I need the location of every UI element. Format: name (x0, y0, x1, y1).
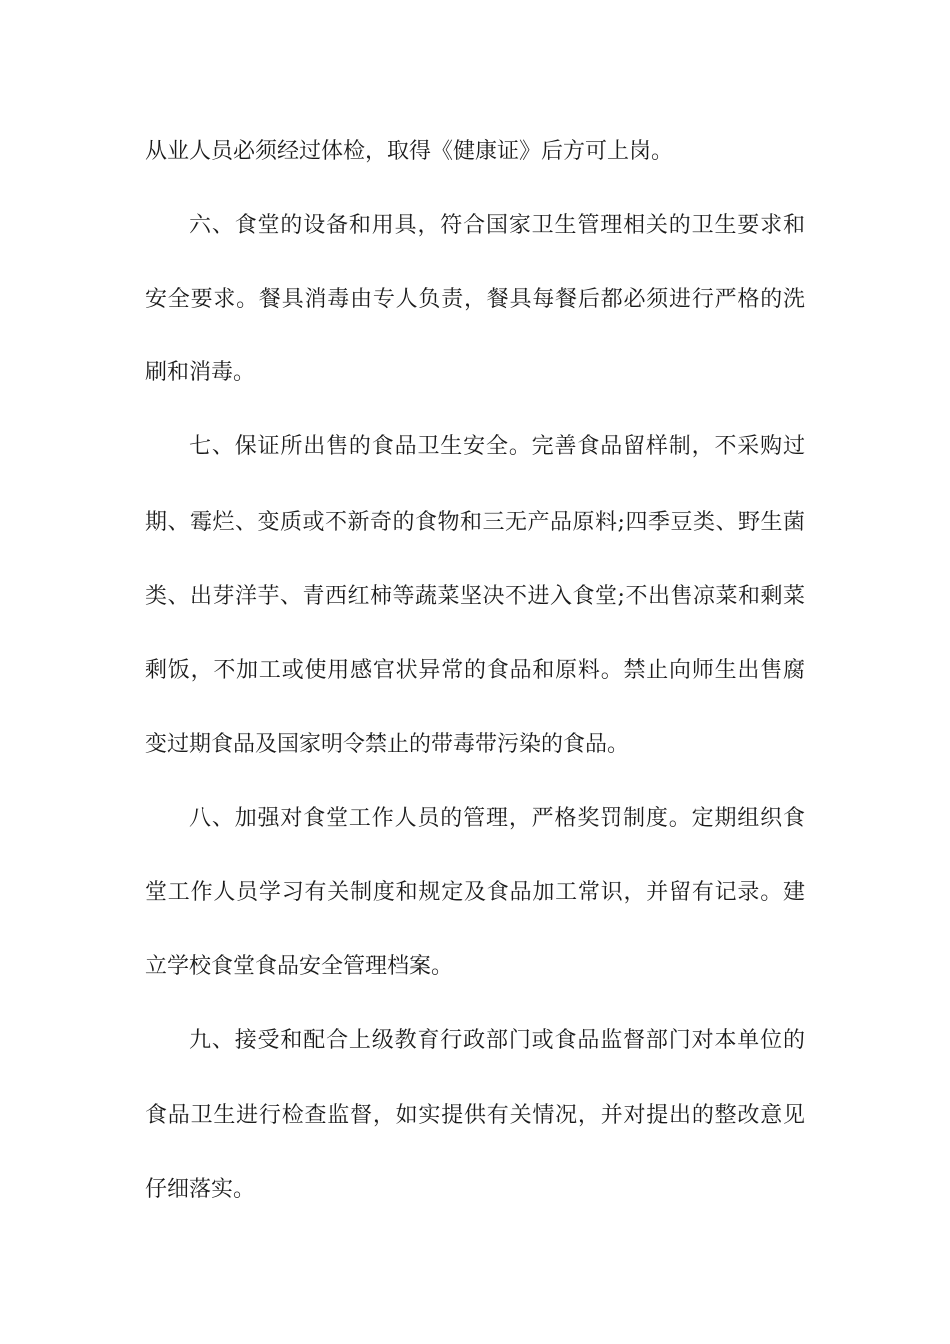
paragraph-line: 食品卫生进行检查监督，如实提供有关情况，并对提出的整改意见 (145, 1103, 805, 1128)
paragraph-line: 变过期食品及国家明令禁止的带毒带污染的食品。 (145, 732, 630, 757)
paragraph-line: 六、食堂的设备和用具，符合国家卫生管理相关的卫生要求和 (189, 213, 805, 238)
paragraph-line: 剩饭，不加工或使用感官状异常的食品和原料。禁止向师生出售腐 (145, 658, 805, 683)
paragraph-line: 刷和消毒。 (145, 360, 256, 385)
paragraph-line: 期、霉烂、变质或不新奇的食物和三无产品原料;四季豆类、野生菌 (145, 510, 805, 535)
paragraph-line: 仔细落实。 (145, 1177, 256, 1202)
paragraph-line: 堂工作人员学习有关制度和规定及食品加工常识，并留有记录。建 (145, 880, 805, 905)
paragraph-line: 立学校食堂食品安全管理档案。 (145, 954, 454, 979)
paragraph-line: 安全要求。餐具消毒由专人负责，餐具每餐后都必须进行严格的洗 (145, 287, 805, 312)
paragraph-line: 从业人员必须经过体检，取得《健康证》后方可上岗。 (145, 139, 674, 164)
paragraph-line: 七、保证所出售的食品卫生安全。完善食品留样制，不采购过 (189, 434, 805, 459)
paragraph-line: 九、接受和配合上级教育行政部门或食品监督部门对本单位的 (189, 1028, 805, 1053)
paragraph-line: 八、加强对食堂工作人员的管理，严格奖罚制度。定期组织食 (189, 806, 805, 831)
paragraph-line: 类、出芽洋芋、青西红柿等蔬菜坚决不进入食堂;不出售凉菜和剩菜 (145, 584, 805, 609)
